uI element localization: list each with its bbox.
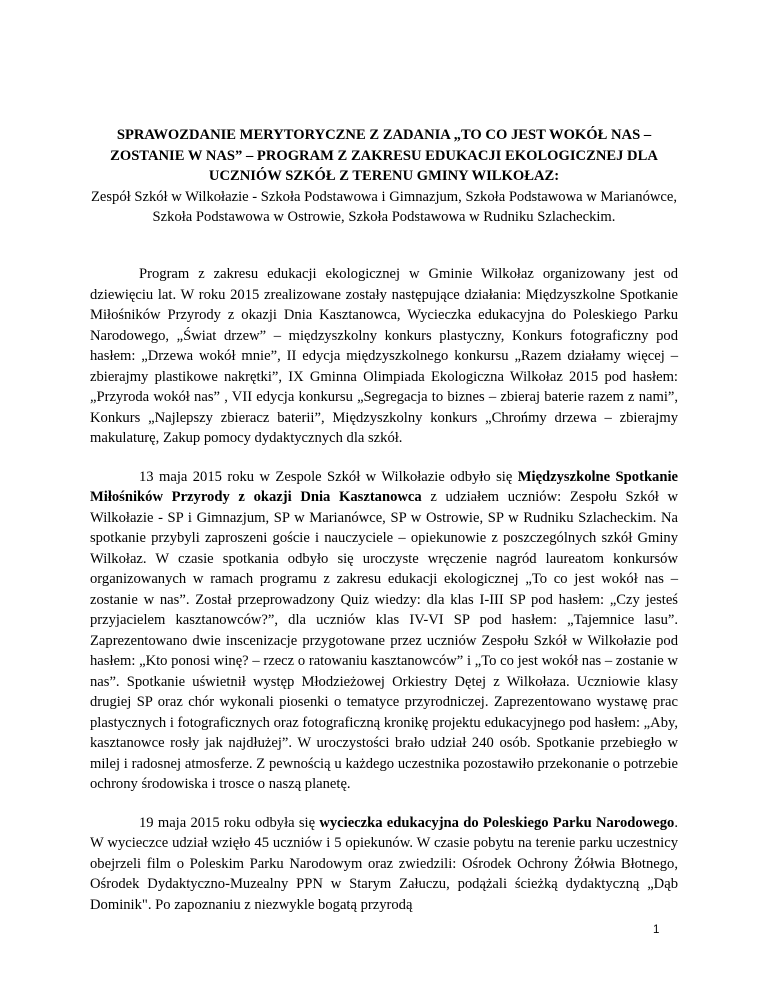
document-body [90,264,678,933]
paragraph-text: . W wycieczce udział wzięło 45 uczniów i 5 opiekunów. W czasie pobytu na terenie parku uczestnicy obejrzeli film o Poleskim Parku Narodowym oraz zwiedzili: Ośrodek Ochrony Żółwia Błotnego, Ośrodek Dydaktyczno-Muzealny PPN w Starym Załuczu, podążali ścieżką dydaktyczną „Dąb Dominik". Po zapoznaniu z niezwykle bogatą przyrodą [90,814,678,913]
paragraph-chestnut-day-meeting [90,467,678,795]
event-name-bold: wycieczka edukacyjna do Poleskiego Parku Narodowego [319,814,675,831]
paragraph-text: 19 maja 2015 roku odbyła się [139,814,320,831]
document-subtitle: Zespół Szkół w Wilkołazie - Szkoła Podstawowa i Gimnazjum, Szkoła Podstawowa w Marianówce, Szkoła Podstawowa w Ostrowie, Szkoła Podstawowa w Rudniku Szlacheckim. [90,188,678,225]
page-number: 1 [653,924,660,936]
document-heading [90,125,678,228]
document-title: SPRAWOZDANIE MERYTORYCZNE Z ZADANIA „TO CO JEST WOKÓŁ NAS – ZOSTANIE W NAS” – PROGRAM Z ZAKRESU EDUKACJI EKOLOGICZNEJ DLA UCZNIÓW SZKÓŁ Z TERENU GMINY WILKOŁAZ: [110,127,658,184]
paragraph-program-overview: Program z zakresu edukacji ekologicznej w Gminie Wilkołaz organizowany jest od dziewięciu lat. W roku 2015 zrealizowane zostały następujące działania: Międzyszkolne Spotkanie Miłośników Przyrody z okazji Dnia Kasztanowca, Wycieczka edukacyjna do Poleskiego Parku Narodowego, „Świat drzew” – międzyszkolny konkurs plastyczny, Konkurs fotograficzny pod hasłem: „Drzewa wokół mnie”, II edycja międzyszkolnego konkursu „Razem działamy więcej – zbierajmy plastikowe nakrętki”, IX Gminna Olimpiada Ekologiczna Wilkołaz 2015 pod hasłem: „Przyroda wokół nas” , VII edycja konkursu „Segregacja to biznes – zbieraj baterie razem z nami”, Konkurs „Najlepszy zbieracz baterii”, Międzyszkolny konkurs „Chrońmy drzewa – zbierajmy makulaturę, Zakup pomocy dydaktycznych dla szkół. [90,266,678,446]
paragraph-text: 13 maja 2015 roku w Zespole Szkół w Wilkołazie odbyło się [139,468,518,485]
paragraph-text: z udziałem uczniów: Zespołu Szkół w Wilkołazie - SP i Gimnazjum, SP w Marianówce, SP w Ostrowie, SP w Rudniku Szlacheckim. Na spotkanie przybyli zaproszeni goście i nauczyciele – opiekunowie z poszczególnych szkół Gminy Wilkołaz. W czasie spotkania odbyło się uroczyste wręczenie nagród laureatom konkursów organizowanych w ramach programu z zakresu edukacji ekologicznej „To co jest wokół nas – zostanie w nas”. Został przeprowadzony Quiz wiedzy: dla klas I-III SP pod hasłem: „Czy jesteś przyjacielem kasztanowców?”, dla uczniów klas IV-VI SP pod hasłem: „Tajemnice lasu”. Zaprezentowano dwie inscenizacje przygotowane przez uczniów Zespołu Szkół w Wilkołazie pod hasłem: „Kto ponosi winę? – rzecz o ratowaniu kasztanowców” i „To co jest wokół nas – zostanie w nas”. Spotkanie uświetnił występ Młodzieżowej Orkiestry Dętej z Wilkołaza. Uczniowie klasy drugiej SP oraz chór wykonali piosenki o tematyce przyrodniczej. Zaprezentowano wystawę prac plastycznych i fotograficznych oraz fotograficzną kronikę projektu edukacyjnego pod hasłem: „Aby, kasztanowce rosły jak najdłużej”. W uroczystości brało udział 240 osób. Spotkanie przebiegło w milej i radosnej atmosferze. Z pewnością u każdego uczestnika pozostawiło przekonanie o potrzebie ochrony środowiska i trosce o naszą planetę. [90,489,679,792]
event-name-bold: Międzyszkolne Spotkanie Miłośników Przyrody z okazji Dnia Kasztanowca [90,468,679,505]
paragraph-park-trip [90,813,678,916]
